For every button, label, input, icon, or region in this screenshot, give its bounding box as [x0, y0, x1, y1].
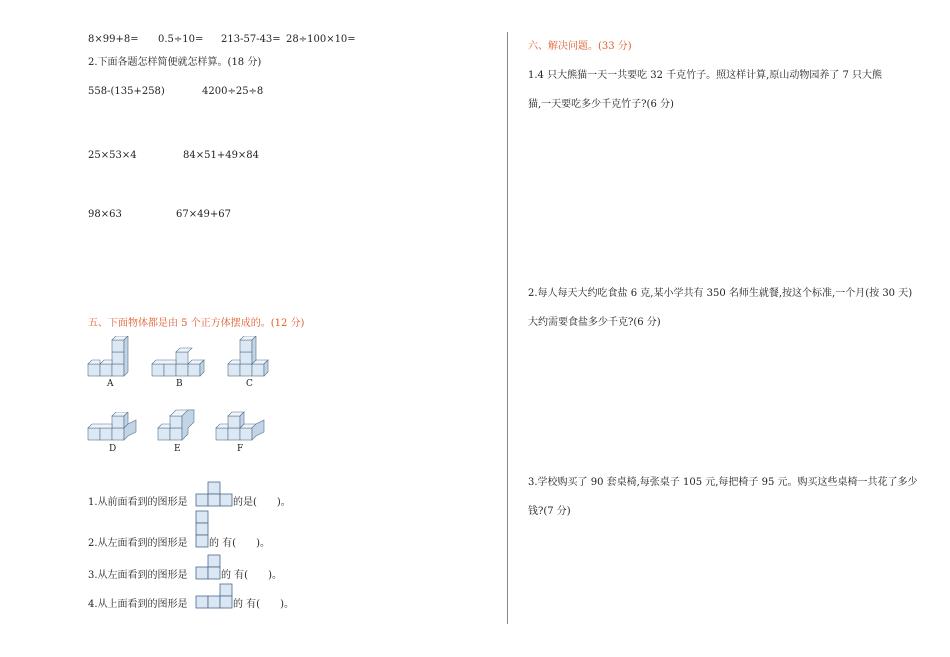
section2-title: 2.下面各题怎样简便就怎样算。(18 分) — [88, 57, 262, 68]
calc-item-3: 213-57-43= — [221, 34, 281, 45]
section5-title: 五、下面物体都是由 5 个正方体摆成的。(12 分) — [88, 318, 305, 329]
figure-a — [86, 336, 136, 378]
problem-1-line-2: 猫,一天要吃多少千克竹子?(6 分) — [528, 99, 674, 110]
question-3-suffix: 的 有( )。 — [221, 570, 282, 581]
problem-3-line-1: 3.学校购买了 90 套桌椅,每张桌子 105 元,每把椅子 95 元。购买这些桌椅一共花了多少 — [528, 477, 918, 488]
figure-label-e: E — [174, 444, 181, 454]
question-4-prefix: 4.从上面看到的图形是 — [88, 599, 188, 610]
figure-f — [214, 410, 268, 444]
figure-label-b: B — [176, 379, 183, 389]
problem-2-line-2: 大约需要食盐多少千克?(6 分) — [528, 317, 661, 328]
question-2-prefix: 2.从左面看到的图形是 — [88, 538, 188, 549]
figure-b — [150, 346, 210, 378]
simplify-2a: 25×53×4 — [88, 150, 137, 161]
simplify-1b: 4200÷25÷8 — [202, 86, 264, 97]
figure-label-d: D — [109, 444, 117, 454]
problem-3-line-2: 钱?(7 分) — [528, 506, 571, 517]
view-shape-4 — [195, 583, 235, 609]
view-shape-1 — [195, 481, 235, 507]
simplify-3b: 67×49+67 — [176, 209, 231, 220]
figure-d — [86, 412, 140, 444]
question-1-prefix: 1.从前面看到的图形是 — [88, 497, 188, 508]
column-divider — [507, 32, 508, 624]
section6-title: 六、解决问题。(33 分) — [528, 41, 632, 52]
calc-item-4: 28÷100×10= — [286, 34, 356, 45]
problem-2-line-1: 2.每人每天大约吃食盐 6 克,某小学共有 350 名师生就餐,按这个标准,一个月(按 30 天) — [528, 288, 913, 299]
simplify-2b: 84×51+49×84 — [183, 150, 260, 161]
question-3-prefix: 3.从左面看到的图形是 — [88, 570, 188, 581]
simplify-3a: 98×63 — [88, 209, 122, 220]
question-4-suffix: 的 有( )。 — [233, 599, 294, 610]
question-2-suffix: 的 有( )。 — [209, 538, 270, 549]
figure-c — [226, 336, 274, 378]
figure-label-f: F — [237, 444, 244, 454]
cube-stack-a — [88, 336, 128, 376]
question-1-suffix: 的是( )。 — [233, 497, 291, 508]
view-shape-3 — [195, 554, 223, 580]
figure-e — [156, 408, 200, 444]
simplify-1a: 558-(135+258) — [88, 86, 165, 97]
figure-label-a: A — [107, 379, 114, 389]
problem-1-line-1: 1.4 只大熊猫一天一共要吃 32 千克竹子。照这样计算,原山动物园养了 7 只大熊 — [528, 70, 883, 81]
figure-label-c: C — [246, 379, 253, 389]
calc-item-2: 0.5÷10= — [158, 34, 204, 45]
calc-item-1: 8×99+8= — [88, 34, 139, 45]
